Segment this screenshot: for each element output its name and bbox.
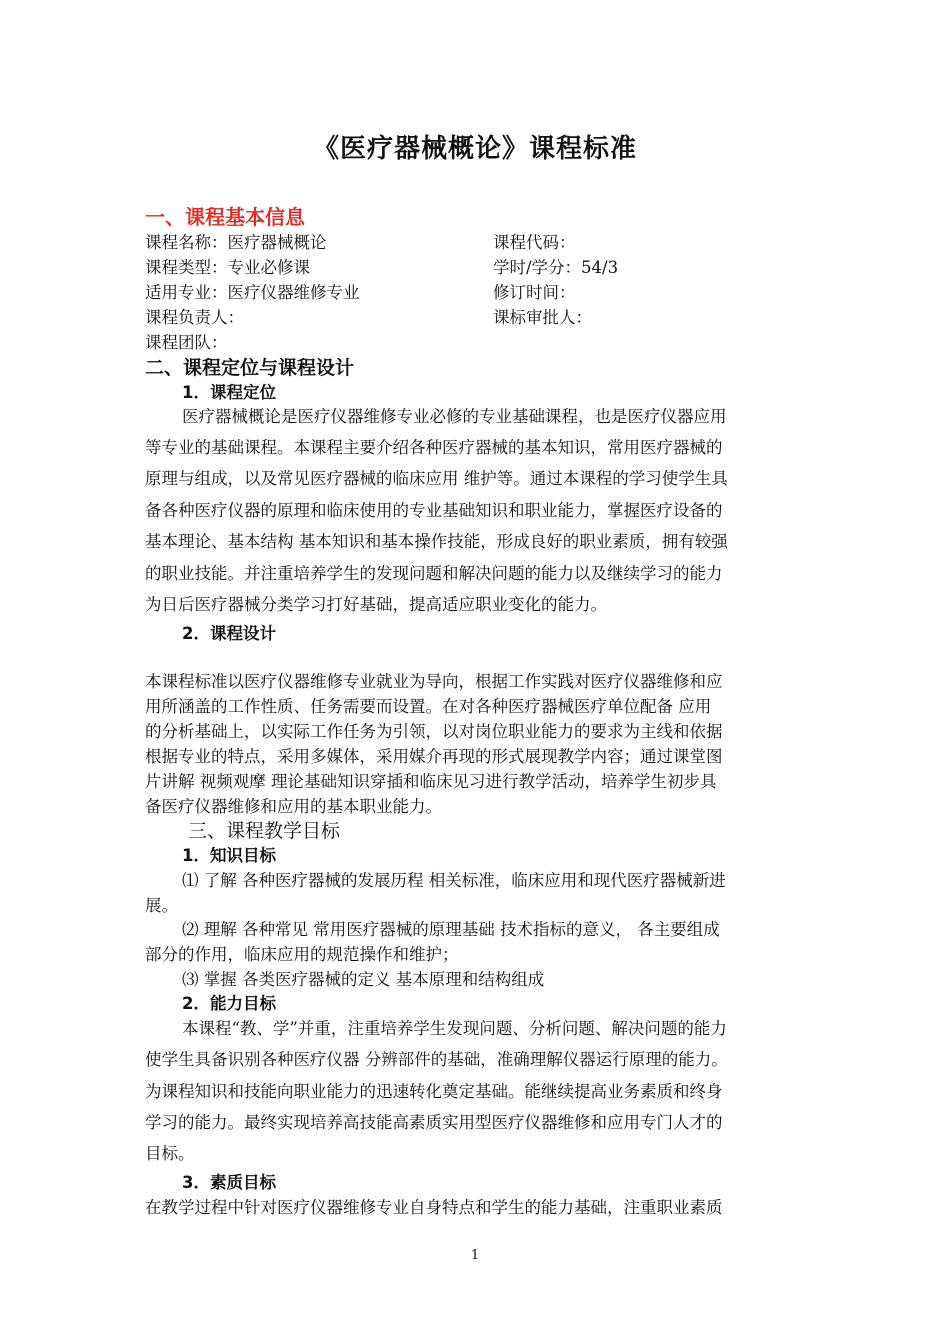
paragraph-line: 为日后医疗器械分类学习打好基础，提高适应职业变化的能力。 — [145, 595, 607, 614]
course-positioning-heading: 1．课程定位 — [182, 383, 276, 402]
paragraph-line: 的职业技能。并注重培养学生的发现问题和解决问题的能力以及继续学习的能力 — [145, 564, 723, 583]
info-approver: 课标审批人： — [493, 308, 592, 327]
info-major: 适用专业：医疗仪器维修专业 — [145, 283, 360, 302]
section3-heading: 三、课程教学目标 — [188, 820, 341, 842]
paragraph-line: 在教学过程中针对医疗仪器维修专业自身特点和学生的能力基础，注重职业素质 — [145, 1198, 723, 1217]
paragraph-line: 的分析基础上，以实际工作任务为引领，以对岗位职业能力的要求为主线和依据 — [145, 722, 723, 741]
paragraph-line: 根据专业的特点，采用多媒体，采用媒介再现的形式展现教学内容；通过课堂图 — [145, 747, 723, 766]
section1-heading: 一、课程基本信息 — [145, 205, 305, 229]
section2-heading: 二、课程定位与课程设计 — [145, 357, 355, 379]
paragraph-line: 等专业的基础课程。本课程主要介绍各种医疗器械的基本知识，常用医疗器械的 — [145, 438, 723, 457]
paragraph-line: 目标。 — [145, 1144, 195, 1163]
info-course-lead: 课程负责人： — [145, 308, 244, 327]
paragraph-line: 展。 — [145, 896, 178, 915]
quality-goals-heading: 3．素质目标 — [182, 1173, 276, 1192]
paragraph-line: 备医疗仪器维修和应用的基本职业能力。 — [145, 797, 442, 816]
paragraph-line: ⑴ 了解 各种医疗器械的发展历程 相关标准，临床应用和现代医疗器械新进 — [182, 871, 726, 890]
paragraph-line: 片讲解 视频观摩 理论基础知识穿插和临床见习进行教学活动，培养学生初步具 — [145, 772, 717, 791]
paragraph-line: 本课程“教、学”并重，注重培养学生发现问题、分析问题、解决问题的能力 — [182, 1019, 727, 1038]
paragraph-line: 备各种医疗仪器的原理和临床使用的专业基础知识和职业能力，掌握医疗设备的 — [145, 501, 723, 520]
info-course-name: 课程名称：医疗器械概论 — [145, 233, 327, 252]
ability-goals-heading: 2．能力目标 — [182, 994, 276, 1013]
info-hours-credits: 学时/学分：54/3 — [493, 258, 619, 277]
paragraph-line: 为课程知识和技能向职业能力的迅速转化奠定基础。能继续提高业务素质和终身 — [145, 1082, 723, 1101]
knowledge-goals-heading: 1．知识目标 — [182, 846, 276, 865]
info-course-team: 课程团队： — [145, 333, 228, 352]
paragraph-line: 用所涵盖的工作性质、任务需要而设置。在对各种医疗器械医疗单位配备 应用 — [145, 697, 712, 716]
paragraph-line: 本课程标准以医疗仪器维修专业就业为导向，根据工作实践对医疗仪器维修和应 — [145, 672, 723, 691]
info-course-type: 课程类型：专业必修课 — [145, 258, 310, 277]
info-revision-time: 修订时间： — [493, 283, 576, 302]
course-design-heading: 2．课程设计 — [182, 624, 276, 643]
paragraph-line: 医疗器械概论是医疗仪器维修专业必修的专业基础课程，也是医疗仪器应用 — [182, 407, 727, 426]
paragraph-line: ⑵ 理解 各种常见 常用医疗器械的原理基础 技术指标的意义， 各主要组成 — [182, 920, 720, 939]
paragraph-line: 使学生具备识别各种医疗仪器 分辨部件的基础，准确理解仪器运行原理的能力。 — [145, 1050, 728, 1069]
paragraph-line: 基本理论、基本结构 基本知识和基本操作技能，形成良好的职业素质，拥有较强 — [145, 532, 728, 551]
page-number: 1 — [470, 1248, 480, 1263]
paragraph-line: 学习的能力。最终实现培养高技能高素质实用型医疗仪器维修和应用专门人才的 — [145, 1113, 723, 1132]
paragraph-line: 原理与组成，以及常见医疗器械的临床应用 维护等。通过本课程的学习使学生具 — [145, 469, 728, 488]
document-title: 《医疗器械概论》课程标准 — [312, 134, 637, 164]
paragraph-line: ⑶ 掌握 各类医疗器械的定义 基本原理和结构组成 — [182, 970, 545, 989]
info-course-code: 课程代码： — [493, 233, 576, 252]
paragraph-line: 部分的作用，临床应用的规范操作和维护； — [145, 945, 459, 964]
